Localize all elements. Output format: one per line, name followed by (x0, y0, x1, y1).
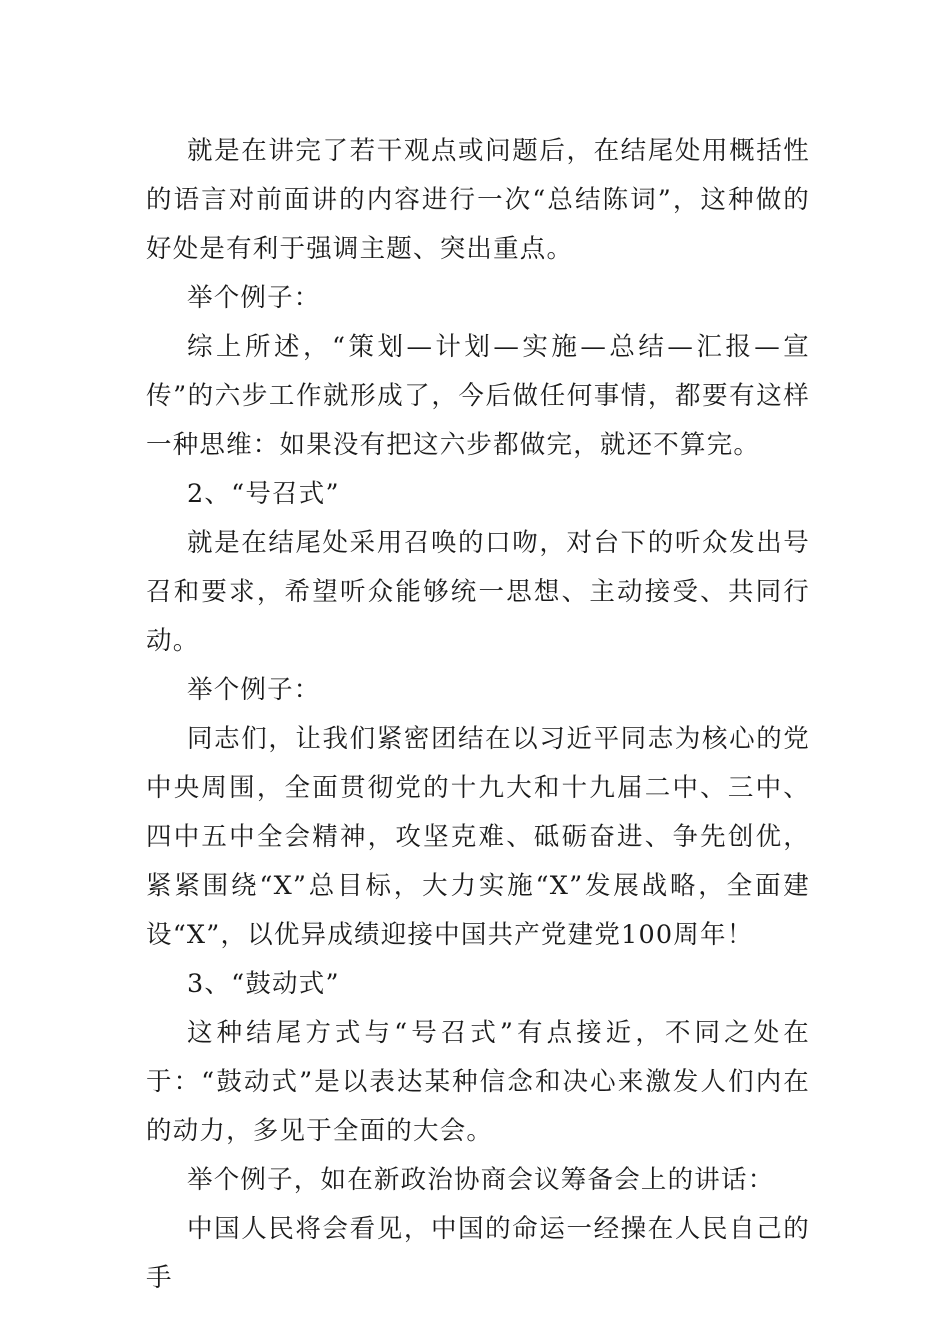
paragraph-example-label-2: 举个例子： (187, 675, 321, 705)
paragraph-summary-definition: 就是在讲完了若干观点或问题后，在结尾处用概括性的语言对前面讲的内容进行一次“总结陈词”，这种做的好处是有利于强调主题、突出重点。 (146, 136, 810, 264)
paragraph-encourage-example: 中国人民将会看见，中国的命运一经操在人民自己的手 (146, 1214, 810, 1293)
paragraph-example-label-1: 举个例子： (187, 283, 321, 313)
paragraph-call-definition: 就是在结尾处采用召唤的口吻，对台下的听众发出号召和要求，希望听众能够统一思想、主动接受、共同行动。 (146, 528, 810, 656)
heading-call-style: 2、“号召式” (187, 479, 340, 509)
paragraph-call-example: 同志们，让我们紧密团结在以习近平同志为核心的党中央周围，全面贯彻党的十九大和十九届二中、三中、四中五中全会精神，攻坚克难、砥砺奋进、争先创优，紧紧围绕“X”总目标，大力实施“X”发展战略，全面建设“X”，以优异成绩迎接中国共产党建党100周年！ (146, 724, 810, 950)
paragraph-encourage-definition: 这种结尾方式与“号召式”有点接近，不同之处在于：“鼓动式”是以表达某种信念和决心来激发人们内在的动力，多见于全面的大会。 (146, 1018, 810, 1146)
heading-encourage-style: 3、“鼓动式” (187, 969, 340, 999)
paragraph-example-label-3: 举个例子，如在新政治协商会议筹备会上的讲话： (187, 1165, 775, 1195)
document-body (146, 127, 810, 1303)
paragraph-summary-example: 综上所述，“策划—计划—实施—总结—汇报—宣传”的六步工作就形成了，今后做任何事情，都要有这样一种思维：如果没有把这六步都做完，就还不算完。 (146, 332, 810, 460)
